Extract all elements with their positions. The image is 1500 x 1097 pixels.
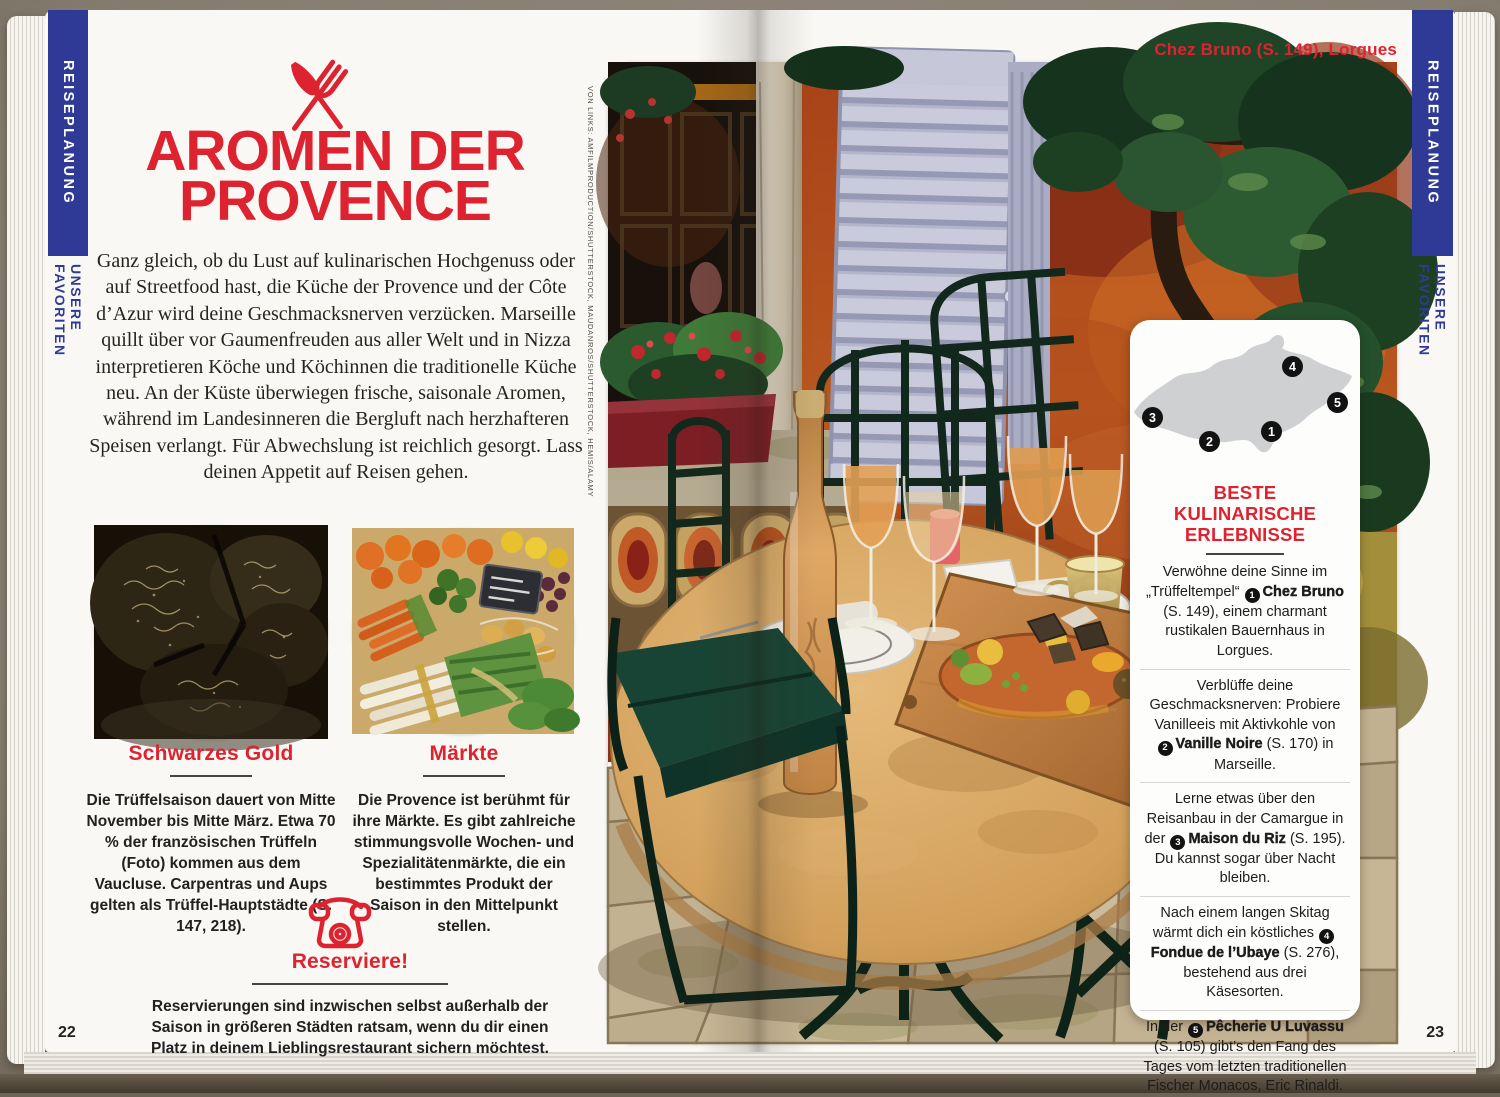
sidebar-secondary-right	[1412, 264, 1453, 424]
feature-heading: Schwarzes Gold	[128, 742, 294, 765]
market-photo	[352, 528, 574, 734]
divider	[1140, 1010, 1350, 1011]
sidebar-tab-label: REISEPLANUNG	[60, 60, 76, 206]
number-badge-5: 5	[1188, 1023, 1203, 1038]
divider	[170, 775, 252, 777]
venue-name: Pêcherie U Luvassu	[1206, 1018, 1344, 1035]
sign	[479, 564, 542, 614]
map-marker-2: 2	[1199, 431, 1220, 452]
divider	[252, 983, 448, 985]
divider	[1140, 896, 1350, 897]
feature-body: Die Provence ist berühmt für ihre Märkte. Es gibt zahlreiche stimmungsvolle Wochen- und Spezialitätenmärkte, die ein bestimmtes Produkt der Saison in den Mittelpunkt stellen.	[352, 792, 576, 935]
number-badge-1: 1	[1245, 588, 1260, 603]
phone-icon	[308, 898, 372, 952]
number-badge-4: 4	[1319, 929, 1334, 944]
title-line-2: PROVENCE	[179, 169, 491, 233]
feature-truffle	[84, 742, 338, 937]
card-item-1: Verwöhne deine Sinne im „Trüffeltempel“ 1 Chez Bruno (S. 149), einem charmant rustikalen Bauernhaus in Lorgues.	[1146, 564, 1344, 660]
reserve-body: Reservierungen sind inzwischen selbst außerhalb der Saison in größeren Städten ratsam, wenn du dir einen Platz in deinem Lieblingsrestaurant sichern möchtest.	[151, 998, 549, 1057]
page-title	[95, 119, 575, 233]
map-marker-3: 3	[1142, 407, 1163, 428]
photo-credit: VON LINKS: AMFILMPRODUCTION/SHUTTERSTOCK, MAUDANROS/SHUTTERSTOCK, HEMIS/ALAMY	[586, 86, 595, 498]
experiences-card	[1130, 320, 1360, 1095]
sidebar-tab-label: REISEPLANUNG	[1424, 60, 1441, 206]
sidebar-secondary-left	[48, 264, 88, 424]
sidebar-secondary-label: UNSERE FAVORITEN	[52, 264, 84, 357]
intro-paragraph: Ganz gleich, ob du Lust auf kulinarischen Hochgenuss oder auf Streetfood hast, die Küche der Provence und der Côte d’Azur wird deine Geschmacksnerven verzücken. Marseille quillt über vor Gaumenfreuden aus aller Welt und in Nizza interpretieren Köche und Köchinnen die traditionelle Küche neu. An der Küste überwiegen frische, saisonale Aromen, während im Landesinneren die Bergluft nach herzhafteren Speisen verlangt. Für Abwechslung ist reichlich gesorgt. Lass deinen Appetit auf Reisen gehen.	[89, 250, 583, 484]
page-number-right: 23	[1426, 1024, 1444, 1041]
feature-body: Die Trüffelsaison dauert von Mitte November bis Mitte März. Etwa 70 % der französischen Trüffeln (Foto) kommen aus dem Vaucluse. Carpentras und Aups gelten als Trüffel-Hauptstädte (S. 147, 218).	[86, 792, 336, 935]
map-marker-4: 4	[1282, 356, 1303, 377]
reserve-heading: Reserviere!	[291, 950, 409, 973]
card-item-4: Nach einem langen Skitag wärmt dich ein köstliches 4Fondue de l’Ubaye (S. 276), bestehend aus drei Käsesorten.	[1150, 905, 1340, 1001]
number-badge-3: 3	[1170, 835, 1185, 850]
truffle-photo	[94, 525, 328, 739]
region-map	[1130, 320, 1360, 472]
title-line-1: AROMEN DER	[145, 119, 525, 183]
venue-name: Maison du Riz	[1188, 830, 1286, 847]
card-item-3: Lerne etwas über den Reisanbau in der Camargue in der 3 Maison du Riz (S. 195). Du kannst sogar über Nacht bleiben.	[1144, 791, 1346, 887]
divider	[423, 775, 505, 777]
divider	[1206, 553, 1284, 555]
sidebar-tab-right	[1412, 10, 1453, 256]
feature-heading: Märkte	[429, 742, 499, 765]
venue-name: Vanille Noire	[1175, 736, 1263, 753]
flower-box	[600, 312, 783, 468]
card-item-2: Verblüffe deine Geschmacksnerven: Probiere Vanilleeis mit Aktivkohle von 2 Vanille Noire (S. 170) in Marseille.	[1149, 677, 1341, 773]
page-stack-right	[1455, 12, 1495, 1068]
feature-markets	[350, 742, 578, 937]
sidebar-secondary-label: UNSERE FAVORITEN	[1416, 264, 1449, 357]
venue-name: Fondue de l’Ubaye	[1150, 944, 1280, 961]
reserve-block	[140, 950, 560, 1059]
card-heading: BESTE KULINARISCHE ERLEBNISSE	[1173, 482, 1317, 545]
divider	[1140, 669, 1350, 670]
sidebar-tab-left	[48, 10, 88, 256]
page-number-left: 22	[58, 1024, 76, 1041]
region-map-shape	[1134, 335, 1352, 452]
photo-caption: Chez Bruno (S. 149), Lorgues	[1154, 40, 1397, 59]
map-marker-1: 1	[1261, 421, 1282, 442]
number-badge-2: 2	[1158, 741, 1173, 756]
venue-name: Chez Bruno	[1262, 583, 1344, 600]
map-marker-5: 5	[1327, 392, 1348, 413]
card-item-5: In der 5 Pêcherie U Luvassu (S. 105) gibt’s den Fang des Tages vom letzten traditionellen Fischer Monacos, Eric Rinaldi.	[1143, 1018, 1347, 1095]
divider	[1140, 782, 1350, 783]
page-stack-left	[7, 16, 45, 1064]
